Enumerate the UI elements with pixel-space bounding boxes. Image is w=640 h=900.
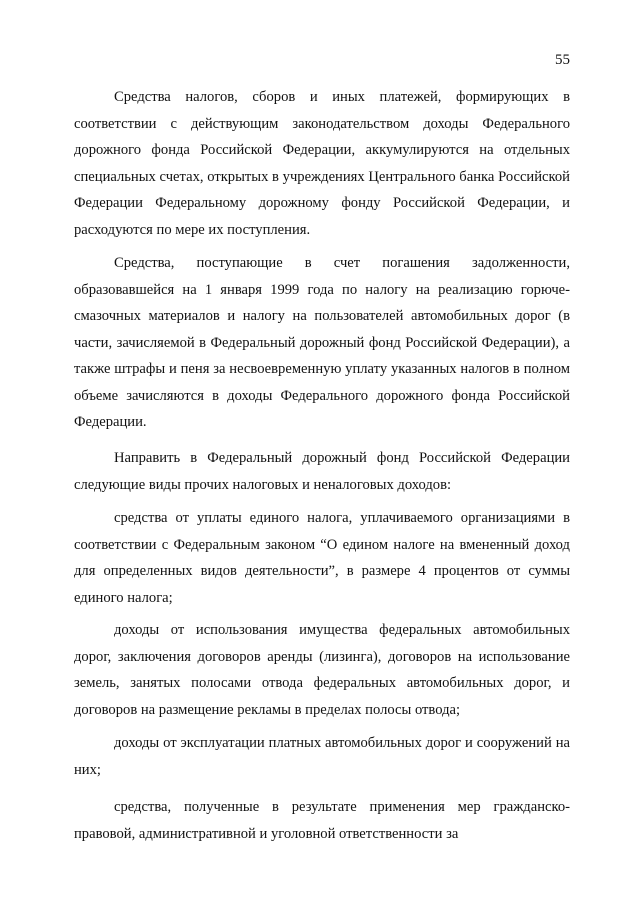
paragraph-text: Средства, поступающие в счет погашения задолженности, образовавшейся на 1 января 1999 года по налогу на реализацию горюче-смазочных материалов и налогу на пользователей автомобильных дорог (в части, зачисляемой в Федеральный дорожный фонд Российской Федерации), а также штрафы и пеня за несвоевременную уплату указанных налогов в полном объеме зачисляются в доходы Федерального дорожного фонда Российской Федерации. bbox=[74, 255, 570, 430]
paragraph-text: средства, полученные в результате применения мер гражданско-правовой, административной и уголовной ответственности за bbox=[74, 799, 570, 842]
page-number: 55 bbox=[555, 52, 570, 68]
paragraph-text: Направить в Федеральный дорожный фонд Российской Федерации следующие виды прочих налоговых и неналоговых доходов: bbox=[74, 450, 570, 493]
paragraph-debt-repayment bbox=[74, 250, 570, 436]
paragraph-text: средства от уплаты единого налога, уплачиваемого организациями в соответствии с Федеральным законом “О едином налоге на вмененный доход для определенных видов деятельности”, в размере 4 процентов от суммы единого налога; bbox=[74, 510, 570, 606]
paragraph-liability-funds bbox=[74, 794, 570, 847]
paragraph-toll-roads bbox=[74, 730, 570, 783]
paragraph-fund-accounts bbox=[74, 84, 570, 243]
paragraph-single-tax bbox=[74, 505, 570, 611]
paragraph-text: доходы от эксплуатации платных автомобильных дорог и сооружений на них; bbox=[74, 735, 570, 778]
paragraph-text: Средства налогов, сборов и иных платежей, формирующих в соответствии с действующим законодательством доходы Федерального дорожного фонда Российской Федерации, аккумулируются на отдельных специальных счетах, открытых в учреждениях Центрального банка Российской Федерации Федеральному дорожному фонду Российской Федерации, и расходуются по мере их поступления. bbox=[74, 89, 570, 238]
paragraph-direct-revenues bbox=[74, 445, 570, 498]
paragraph-text: доходы от использования имущества федеральных автомобильных дорог, заключения договоров аренды (лизинга), договоров на использование земель, занятых полосами отвода федеральных автомобильных дорог, и договоров на размещение рекламы в пределах полосы отвода; bbox=[74, 622, 570, 718]
paragraph-property-use bbox=[74, 617, 570, 723]
